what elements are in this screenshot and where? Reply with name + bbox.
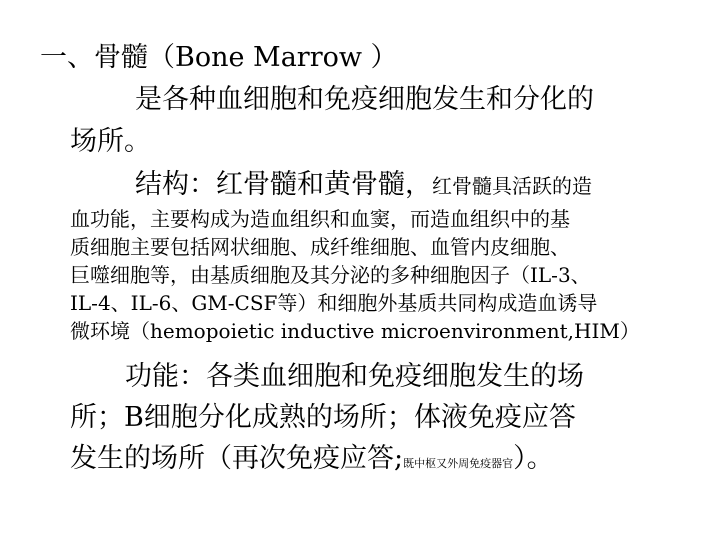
function-line-2: 所；B细胞分化成熟的场所；体液免疫应答 — [70, 402, 576, 433]
function-line-3-small: 既中枢又外周免疫器官 — [403, 457, 514, 470]
structure-line-5: 微环境（hemopoietic inductive microenvironment,HIM） — [70, 319, 640, 343]
structure-line-4: IL-4、IL-6、GM-CSF等）和细胞外基质共同构成造血诱导 — [70, 291, 598, 315]
function-line-1: 功能：各类血细胞和免疫细胞发生的场 — [125, 361, 584, 392]
structure-lead-line — [135, 171, 592, 198]
intro-line-2: 场所。 — [70, 126, 151, 157]
structure-line-1: 血功能，主要构成为造血组织和血窦，而造血组织中的基 — [70, 207, 570, 231]
structure-lead-small: 红骨髓具活跃的造 — [432, 174, 592, 198]
function-line-3 — [70, 445, 554, 472]
structure-line-2: 质细胞主要包括网状细胞、成纤维细胞、血管内皮细胞、 — [70, 235, 570, 259]
structure-line-3: 巨噬细胞等，由基质细胞及其分泌的多种细胞因子（IL-3、 — [70, 263, 591, 287]
function-line-3-end: ）。 — [513, 443, 554, 474]
structure-lead: 结构：红骨髓和黄骨髓， — [135, 169, 432, 200]
function-line-3-main: 发生的场所（再次免疫应答; — [70, 443, 404, 474]
section-heading: 一、骨髓（Bone Marrow ） — [40, 42, 398, 73]
intro-line-1: 是各种血细胞和免疫细胞发生和分化的 — [135, 84, 594, 115]
